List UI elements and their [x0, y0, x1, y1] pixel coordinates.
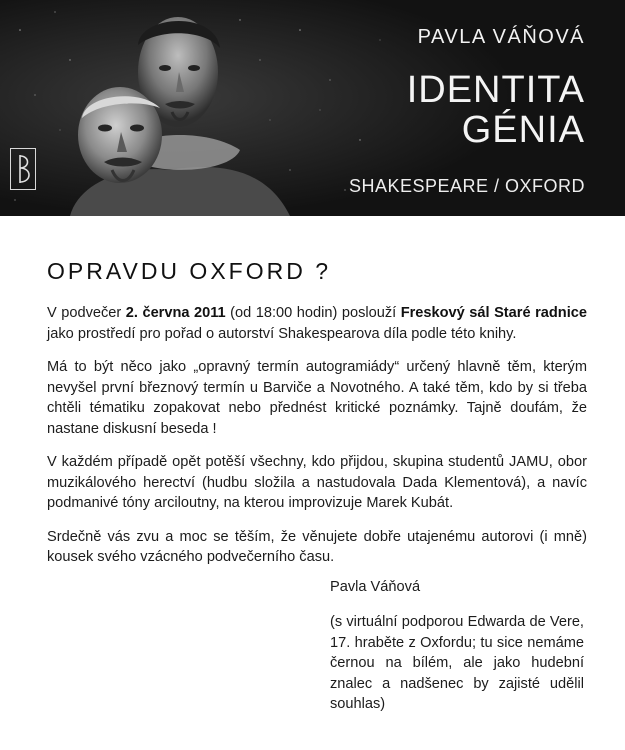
paragraph-program: V každém případě opět potěší všechny, kdo přijdou, skupina studentů JAMU, obor muzikálového herectví (hudbu složila a nastudovala Dada Klementová), a navíc podmanivé tóny arciloutny, na kterou improvizuje Marek Kubát.: [47, 454, 587, 511]
paragraph-invitation: Srdečně vás zvu a moc se těším, že věnujete dobře utajenému autorovi (i mně) kousek svého vzácného podvečerního času.: [47, 528, 587, 565]
book-title-line1: IDENTITA: [406, 69, 585, 111]
author-name: PAVLA VÁŇOVÁ: [417, 26, 585, 48]
book-title: [407, 70, 585, 150]
paragraph-purpose: Má to být něco jako „opravný termín autogramiády“ určený hlavně těm, kterým nevyšel první březnový termín u Barviče a Novotného. A také těm, kdo by si třeba chtěli tématiku zopakovat nebo přednést kritické poznámky. Tajně doufám, že nastane diskusní beseda !: [47, 359, 587, 437]
p1-text-2: (od 18:00 hodin) poslouží: [225, 305, 401, 321]
header-banner: [0, 0, 625, 216]
publisher-logo-icon: [10, 148, 36, 190]
p1-text-1: V podvečer: [47, 305, 126, 321]
book-subtitle: SHAKESPEARE / OXFORD: [348, 176, 585, 196]
event-venue: Freskový sál Staré radnice: [400, 305, 587, 321]
article-heading: OPRAVDU OXFORD ?: [47, 258, 331, 284]
book-title-line2: GÉNIA: [461, 109, 585, 151]
p1-text-3: jako prostředí pro pořad o autorství Shakespearova díla podle této knihy.: [47, 325, 517, 342]
paragraph-event-info: [47, 303, 587, 344]
article-body: [47, 258, 587, 581]
signature: Pavla Váňová: [330, 579, 421, 595]
event-date: 2. června 2011: [125, 305, 226, 321]
signature-note: (s virtuální podporou Edwarda de Vere, 17. hraběte z Oxfordu; tu sice nemáme černou na bílém, ale jako hudební znalec a nadšenec by zajisté udělil souhlas): [330, 614, 584, 712]
